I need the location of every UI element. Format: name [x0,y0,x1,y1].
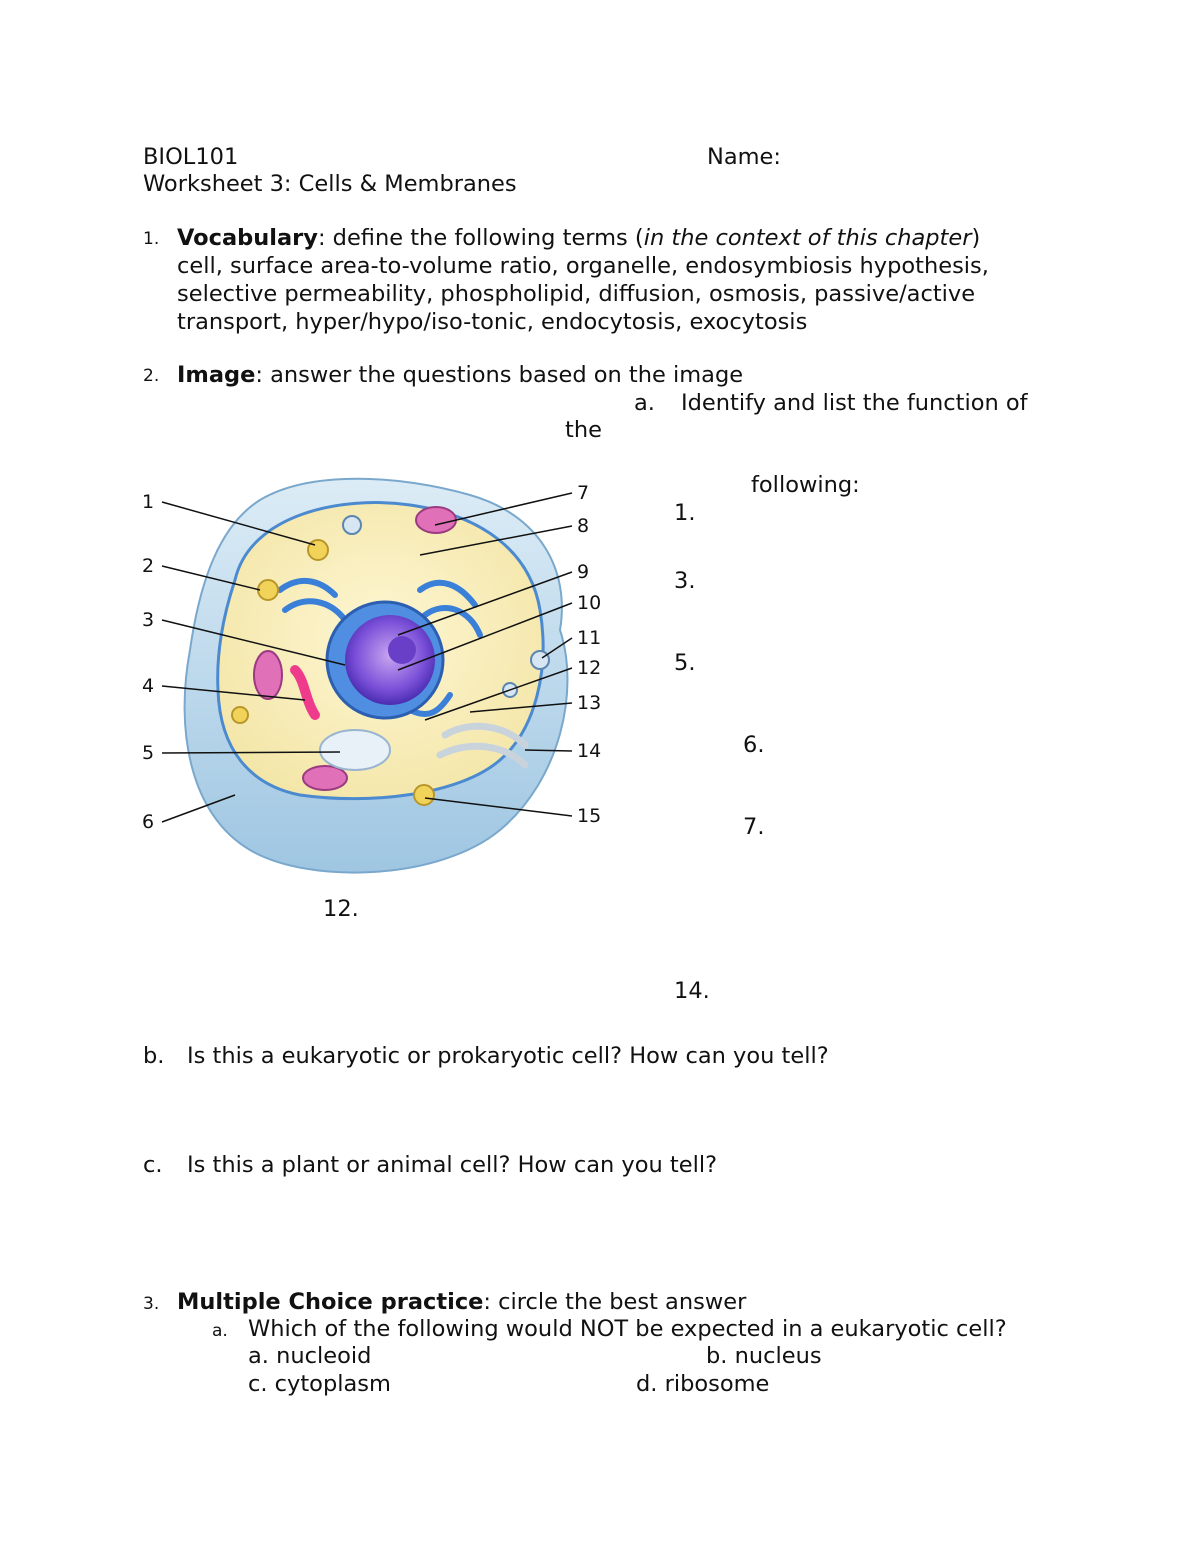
diagram-label-10: 10 [577,592,602,614]
q1-post: ) [971,225,981,251]
q2c-text: Is this a plant or animal cell? How can you tell? [187,1152,718,1178]
q3-number: 3. [143,1294,160,1314]
q1-terms-line-3: transport, hyper/hypo/iso-tonic, endocytosis, exocytosis [177,309,808,335]
q2-number: 2. [143,366,160,386]
q1-heading [177,227,980,250]
q1-number: 1. [143,229,160,249]
diagram-label-9: 9 [577,561,590,583]
answer-number: 12. [323,896,359,922]
q3a-text: Which of the following would NOT be expected in a eukaryotic cell? [248,1316,1007,1342]
diagram-label-3: 3 [142,609,155,631]
diagram-label-13: 13 [577,692,602,714]
q2a-text-2: the [565,417,602,443]
q1-terms-line-1: cell, surface area-to-volume ratio, organelle, endosymbiosis hypothesis, [177,253,989,279]
q3-rest: : circle the best answer [483,1289,747,1315]
animal-cell-diagram [140,460,630,900]
mc-option-b[interactable]: b. nucleus [706,1343,822,1369]
q3-bold-term: Multiple Choice practice [177,1289,484,1315]
diagram-label-11: 11 [577,627,602,649]
course-code: BIOL101 [143,144,239,170]
diagram-label-2: 2 [142,555,155,577]
diagram-label-12: 12 [577,657,602,679]
diagram-label-7: 7 [577,482,590,504]
mc-option-c[interactable]: c. cytoplasm [248,1371,391,1397]
q3a-letter: a. [212,1321,228,1341]
diagram-label-4: 4 [142,675,155,697]
answer-number: 1. [674,500,696,526]
q2b-text: Is this a eukaryotic or prokaryotic cell? How can you tell? [187,1043,829,1069]
name-label: Name: [707,144,781,170]
q2c-letter: c. [143,1152,163,1178]
q2a-text-3: following: [751,472,860,498]
diagram-label-6: 6 [142,811,155,833]
q2a-letter: a. [634,390,655,416]
diagram-label-14: 14 [577,740,602,762]
q1-bold-term: Vocabulary [177,225,318,251]
q2-rest: : answer the questions based on the image [255,362,744,388]
q1-pre: : define the following terms ( [317,225,644,251]
q1-terms-line-2: selective permeability, phospholipid, diffusion, osmosis, passive/active [177,281,976,307]
answer-number: 14. [674,978,710,1004]
answer-number: 7. [743,814,765,840]
q1-italic: in the context of this chapter [643,225,972,251]
q2-heading [177,364,743,387]
diagram-label-1: 1 [142,491,155,513]
diagram-label-5: 5 [142,742,155,764]
answer-number: 6. [743,732,765,758]
q2b-letter: b. [143,1043,165,1069]
diagram-label-15: 15 [577,805,602,827]
mc-option-a[interactable]: a. nucleoid [248,1343,372,1369]
worksheet-title: Worksheet 3: Cells & Membranes [143,171,517,197]
nucleus [345,615,435,705]
q2-bold-term: Image [177,362,256,388]
q2a-text-1: Identify and list the function of [681,390,1028,416]
answer-number: 5. [674,650,696,676]
mc-option-d[interactable]: d. ribosome [636,1371,770,1397]
diagram-label-8: 8 [577,515,590,537]
q3-heading [177,1291,746,1314]
answer-number: 3. [674,568,696,594]
smooth-er [320,730,390,770]
nucleolus [388,636,416,664]
